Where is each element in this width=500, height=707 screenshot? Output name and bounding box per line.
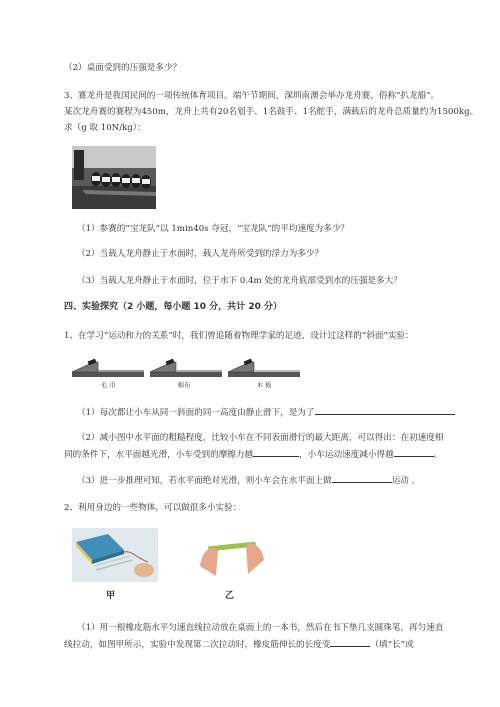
question-3-1: （1）参赛的“宝龙队”以 1min40s 夺冠，“宝龙队”的平均速度为多少？ [77,224,350,234]
dragon-boat-photo [72,146,156,209]
caption-jia: 甲 [106,591,116,601]
answer-blank[interactable] [330,636,370,647]
answer-blank[interactable] [315,404,455,415]
experiment-1-intro: 1、在学习“运动和力的关系”时，我们曾追随着物理学家的足迹，设计过这样的“斜面”实验： [64,331,414,341]
ramp-label-wood: 木 板 [256,381,272,389]
answer-blank[interactable] [394,446,434,457]
experiment-2-intro: 2、利用身边的一些物体，可以做很多小实验： [64,503,242,513]
answer-blank[interactable] [332,472,392,483]
experiment-1-2-line-1: （2）减小图中水平面的粗糙程度，比较小车在不同表面滑行的最大距离，可以得出：在初速度相 [77,433,444,443]
experiment-2-1-part-b: （填“长”或 [370,640,414,650]
experiment-1-1-text: （1）每次都让小车从同一斜面的同一高度由静止滑下，是为了 [77,408,315,418]
ramp-label-towel: 毛 巾 [100,381,116,389]
caption-yi: 乙 [225,591,235,601]
experiment-2-image-a [72,528,158,582]
question-3-2: （2）当载人龙舟静止于水面时，载人龙舟所受到的浮力为多少？ [77,249,324,259]
experiment-1-2-part-a: 同的条件下，水平面越光滑，小车受到的摩擦力越 [64,450,254,460]
experiment-1-2-end: 。 [433,450,443,460]
answer-blank[interactable] [253,446,299,457]
section-4-heading: 四、实验探究（2 小题，每小题 10 分，共计 20 分） [64,302,282,312]
ramp-wood-figure [228,358,300,380]
question-3-line-2: 某次龙舟赛的赛程为450m，龙舟上共有20名划手、1名鼓手、1名舵手，满载后的龙舟总质量约为1500kg。 [64,107,479,117]
question-3-line-1: 3、赛龙舟是我国民间的一项传统体育项目。端午节期间，深圳南澳会举办龙舟赛，俗称“扒龙船”。 [64,91,440,101]
ramp-cotton-figure [150,358,222,380]
ramp-towel-figure [72,358,144,380]
experiment-2-1-part-a: 线拉动，如图甲所示，实验中发现第二次拉动时，橡皮筋伸长的长度变 [64,640,331,650]
experiment-1-3 [77,472,420,489]
experiment-1-3-part-a: （3）进一步推理可知，若水平面绝对光滑，则小车会在水平面上做 [77,476,332,486]
experiment-2-1-line-1: （1）用一根橡皮筋水平匀速直线拉动放在桌面上的一本书，然后在书下垫几支圆珠笔，再匀速直 [77,623,444,633]
experiment-2-image-b [196,530,268,582]
question-3-line-3: 求（g 取 10N/kg）： [64,123,146,133]
ramp-label-cotton: 棉布 [177,381,191,389]
experiment-1-2-line-2 [64,446,442,463]
question-2-2: （2）桌面受到的压强是多少？ [64,63,182,73]
experiment-1-2-part-b: ，小车运动速度减小得越 [299,450,394,460]
experiment-1-3-part-b: 运动 。 [391,476,421,486]
question-3-3: （3）当载人龙舟静止于水面时，位于水下 0.4m 处的龙舟底部受到水的压强是多大？ [77,276,402,286]
experiment-1-1 [77,404,455,421]
experiment-2-1-line-2 [64,636,414,653]
